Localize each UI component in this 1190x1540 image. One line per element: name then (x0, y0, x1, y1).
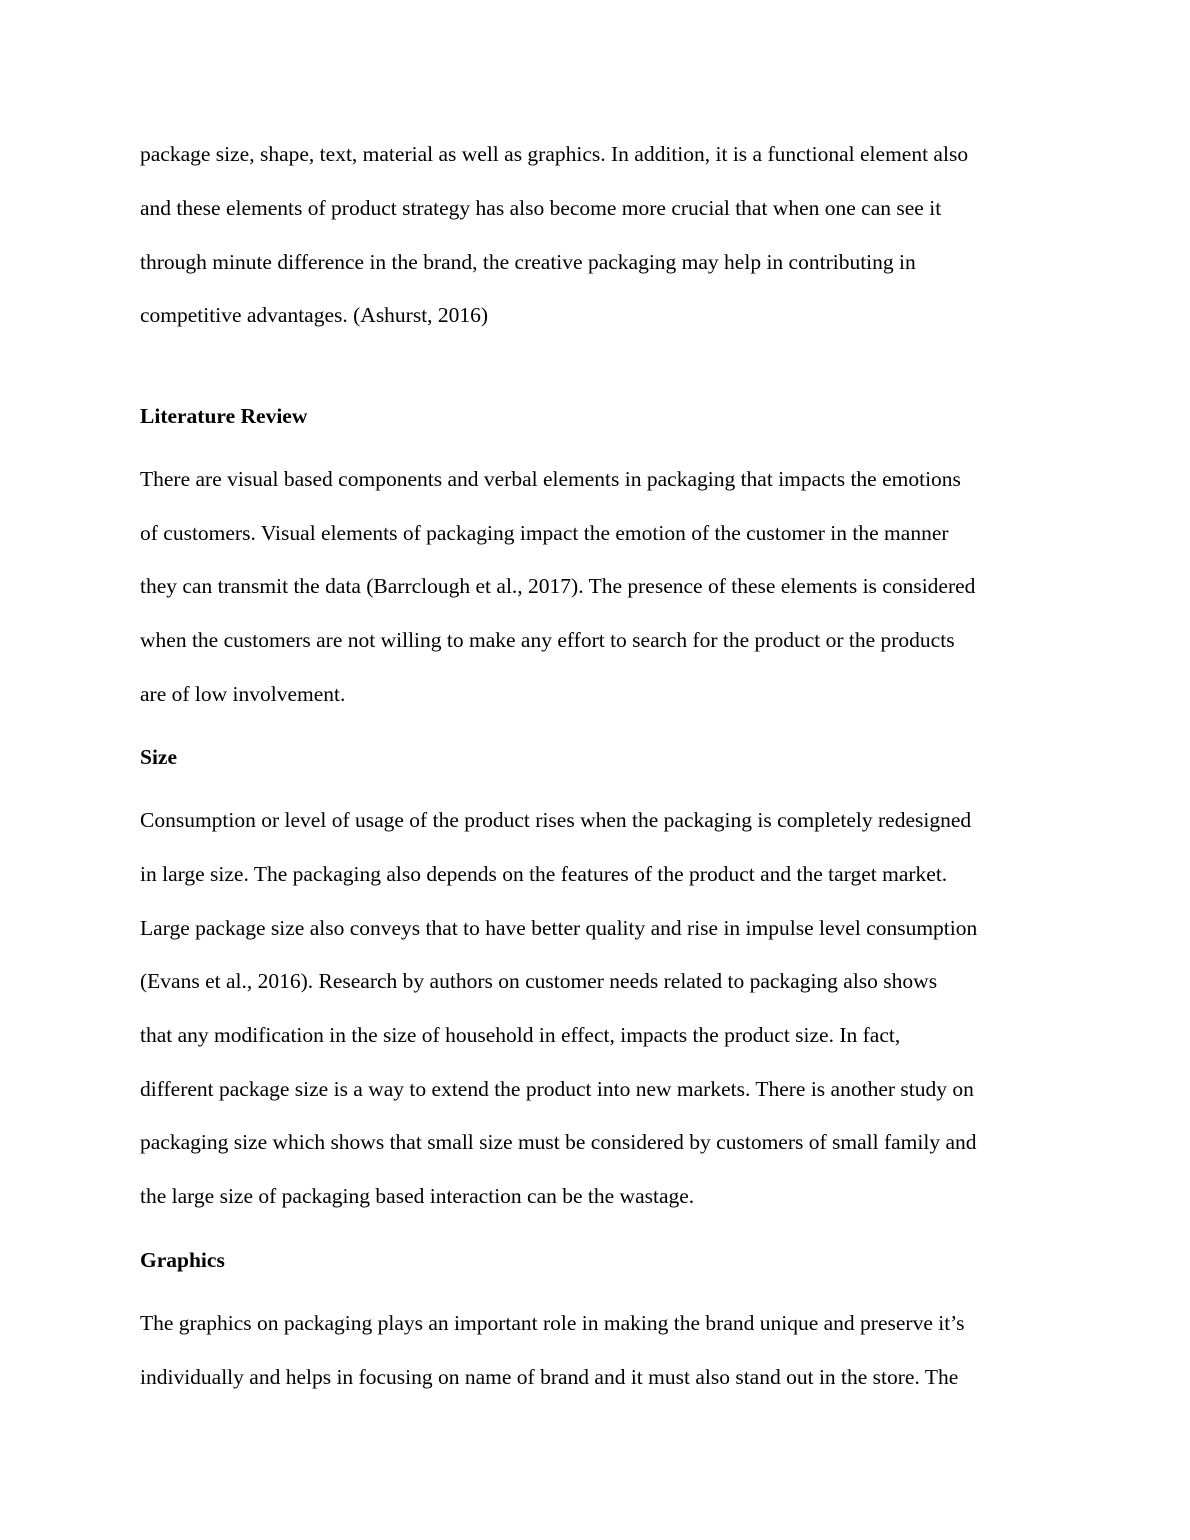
paragraph-line: individually and helps in focusing on name of brand and it must also stand out in the store. The (140, 1365, 959, 1389)
paragraph-line: Large package size also conveys that to have better quality and rise in impulse level consumption (140, 916, 978, 940)
paragraph-line: competitive advantages. (Ashurst, 2016) (140, 303, 489, 327)
paragraph-line: package size, shape, text, material as well as graphics. In addition, it is a functional element also (140, 142, 969, 166)
paragraph-line: are of low involvement. (140, 682, 346, 706)
paragraph-line: different package size is a way to extend the product into new markets. There is another study on (140, 1077, 974, 1101)
paragraph-line: (Evans et al., 2016). Research by authors on customer needs related to packaging also shows (140, 969, 938, 993)
literature-review-heading: Literature Review (140, 404, 308, 428)
paragraph-line: the large size of packaging based interaction can be the wastage. (140, 1184, 695, 1208)
paragraph-line: and these elements of product strategy has also become more crucial that when one can see it (140, 196, 942, 220)
paragraph-line: when the customers are not willing to make any effort to search for the product or the products (140, 628, 955, 652)
paragraph-line: There are visual based components and verbal elements in packaging that impacts the emotions (140, 467, 961, 491)
paragraph-line: in large size. The packaging also depends on the features of the product and the target market. (140, 862, 948, 886)
paragraph-line: through minute difference in the brand, the creative packaging may help in contributing in (140, 250, 916, 274)
paragraph-line: packaging size which shows that small size must be considered by customers of small family and (140, 1130, 977, 1154)
graphics-heading: Graphics (140, 1248, 225, 1272)
paragraph-line: of customers. Visual elements of packaging impact the emotion of the customer in the manner (140, 521, 949, 545)
paragraph-line: The graphics on packaging plays an important role in making the brand unique and preserve it’s (140, 1311, 965, 1335)
paragraph-line: Consumption or level of usage of the product rises when the packaging is completely redesigned (140, 808, 972, 832)
paragraph-line: that any modification in the size of household in effect, impacts the product size. In fact, (140, 1023, 901, 1047)
size-heading: Size (140, 745, 178, 769)
paragraph-line: they can transmit the data (Barrclough et al., 2017). The presence of these elements is considered (140, 574, 976, 598)
